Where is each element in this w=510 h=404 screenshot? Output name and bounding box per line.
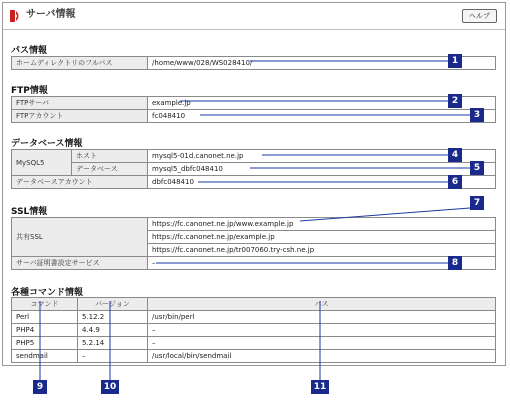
commands-table xyxy=(11,297,496,363)
callout-marker: 8 xyxy=(448,256,462,270)
section-title-ftp: FTP情報 xyxy=(11,86,48,96)
callout-marker: 9 xyxy=(33,380,47,394)
server-info-panel xyxy=(2,2,506,366)
callout-marker: 1 xyxy=(448,54,462,68)
table-row xyxy=(12,337,496,350)
callout-marker: 6 xyxy=(448,175,462,189)
ssl-table xyxy=(11,217,496,270)
cmd-name: PHP5 xyxy=(12,337,78,350)
table-row xyxy=(12,257,496,270)
cmd-path: – xyxy=(148,324,496,337)
ftp-account-value: fc048410 xyxy=(148,110,496,123)
table-row xyxy=(12,350,496,363)
cmd-name: sendmail xyxy=(12,350,78,363)
cmd-version: 5.12.2 xyxy=(78,311,148,324)
path-table xyxy=(11,56,496,70)
ftp-account-label: FTPアカウント xyxy=(12,110,148,123)
table-row xyxy=(12,176,496,189)
table-row xyxy=(12,218,496,231)
callout-marker: 10 xyxy=(101,380,119,394)
table-row xyxy=(12,163,496,176)
col-header-version: バージョン xyxy=(78,298,148,311)
shared-ssl-label: 共有SSL xyxy=(12,218,148,257)
section-title-ssl: SSL情報 xyxy=(11,207,48,217)
shared-ssl-url: https://fc.canonet.ne.jp/www.example.jp xyxy=(148,218,496,231)
panel-header xyxy=(3,3,505,30)
table-row xyxy=(12,57,496,70)
cmd-path: /usr/local/bin/sendmail xyxy=(148,350,496,363)
brand-logo-icon xyxy=(9,9,23,23)
db-name-value: mysql5_dbfc048410 xyxy=(148,163,496,176)
section-title-commands: 各種コマンド情報 xyxy=(11,288,84,298)
callout-marker: 11 xyxy=(311,380,329,394)
col-header-path: パス xyxy=(148,298,496,311)
db-host-value: mysql5-01d.canonet.ne.jp xyxy=(148,150,496,163)
table-header-row xyxy=(12,298,496,311)
ftp-server-label: FTPサーバ xyxy=(12,97,148,110)
shared-ssl-url: https://fc.canonet.ne.jp/tr007060.try-csh.ne.jp xyxy=(148,244,496,257)
shared-ssl-url: https://fc.canonet.ne.jp/example.jp xyxy=(148,231,496,244)
db-account-label: データベースアカウント xyxy=(12,176,148,189)
cmd-name: Perl xyxy=(12,311,78,324)
section-title-path: パス情報 xyxy=(11,46,48,56)
cmd-version: 4.4.9 xyxy=(78,324,148,337)
cmd-version: 5.2.14 xyxy=(78,337,148,350)
mysql-group-label: MySQL5 xyxy=(12,150,72,176)
cmd-path: /usr/bin/perl xyxy=(148,311,496,324)
ftp-server-value: example.jp xyxy=(148,97,496,110)
table-row xyxy=(12,311,496,324)
cmd-name: PHP4 xyxy=(12,324,78,337)
callout-marker: 7 xyxy=(470,196,484,210)
db-name-label: データベース xyxy=(72,163,148,176)
database-table xyxy=(11,149,496,189)
home-dir-label: ホームディレクトリのフルパス xyxy=(12,57,148,70)
cert-service-value: – xyxy=(148,257,496,270)
callout-marker: 5 xyxy=(470,161,484,175)
ftp-table xyxy=(11,96,496,123)
cmd-version: – xyxy=(78,350,148,363)
table-row xyxy=(12,97,496,110)
callout-marker: 3 xyxy=(470,108,484,122)
cert-service-label: サーバ証明書設定サービス xyxy=(12,257,148,270)
section-title-database: データベース情報 xyxy=(11,139,83,149)
table-row xyxy=(12,150,496,163)
cmd-path: – xyxy=(148,337,496,350)
callout-marker: 4 xyxy=(448,148,462,162)
table-row xyxy=(12,110,496,123)
callout-marker: 2 xyxy=(448,94,462,108)
col-header-command: コマンド xyxy=(12,298,78,311)
page-title: サーバ情報 xyxy=(26,9,76,20)
db-account-value: dbfc048410 xyxy=(148,176,496,189)
help-button[interactable]: ヘルプ xyxy=(462,9,497,23)
table-row xyxy=(12,324,496,337)
db-host-label: ホスト xyxy=(72,150,148,163)
home-dir-value: /home/www/028/WS028410/ xyxy=(148,57,496,70)
